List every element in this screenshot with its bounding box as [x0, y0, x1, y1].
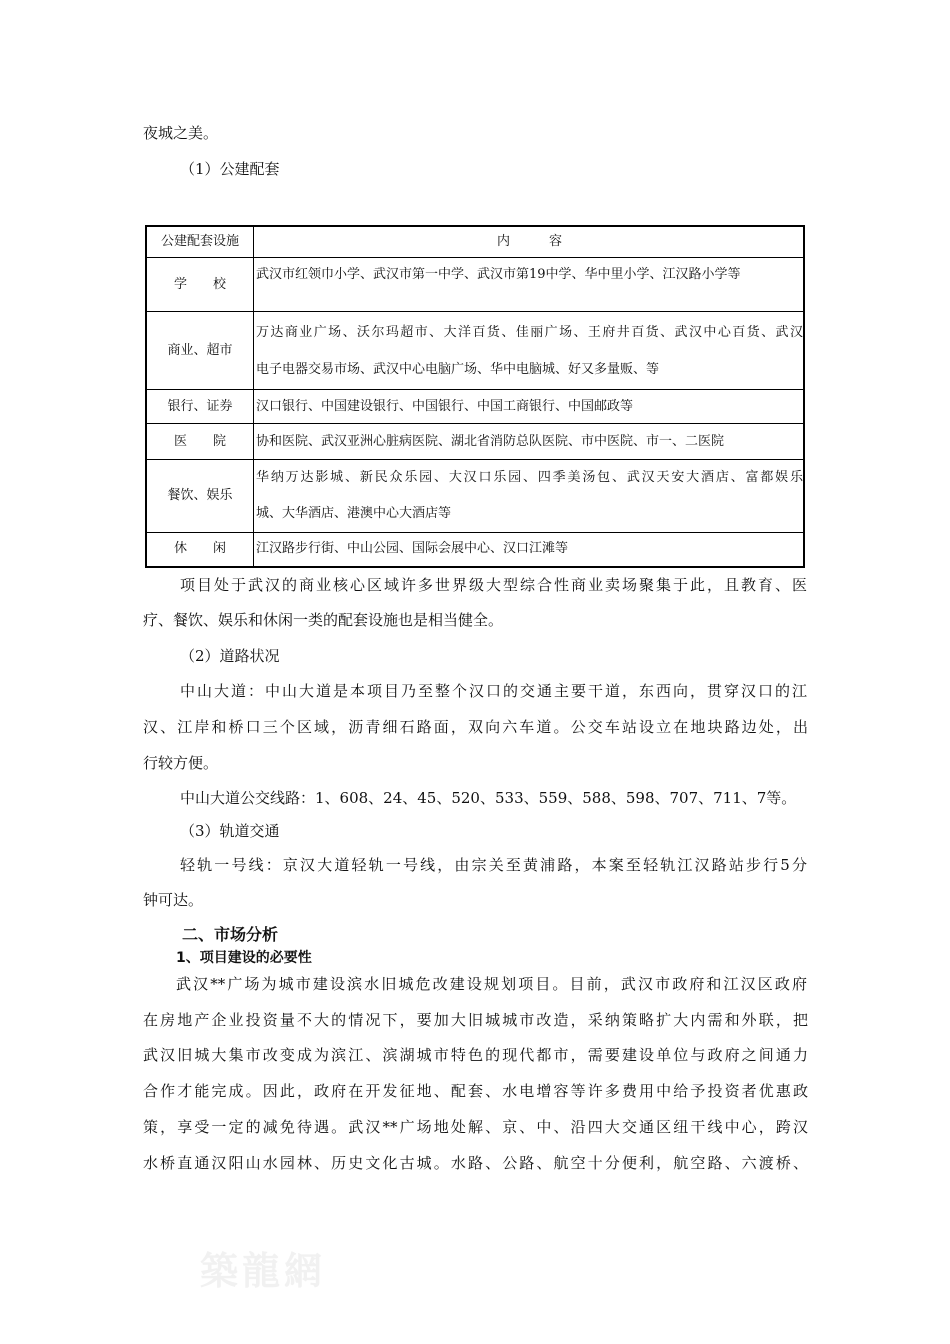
table-row: [146, 460, 804, 533]
chapter-heading: 二、市场分析: [182, 925, 279, 944]
paragraph-line: 钟可达。: [143, 891, 204, 909]
row-category: 餐饮、娱乐: [146, 460, 254, 533]
row-content-line: 江汉路步行街、中山公园、国际会展中心、汉口江滩等: [256, 541, 569, 557]
watermark-logo: 築龍網: [200, 1248, 327, 1293]
row-category: 休 闲: [146, 533, 254, 567]
row-category: 银行、证券: [146, 390, 254, 424]
paragraph-line: 轻轨一号线：京汉大道轻轨一号线，由宗关至黄浦路，本案至轻轨江汉路站步行5分: [180, 856, 807, 874]
row-content: [254, 533, 805, 567]
row-category: 医 院: [146, 424, 254, 460]
table-header-content: 内 容: [254, 226, 805, 258]
row-content-line: 武汉市红领巾小学、武汉市第一中学、武汉市第19中学、华中里小学、江汉路小学等: [256, 267, 741, 282]
table-row: [146, 258, 804, 312]
row-content: [254, 460, 805, 533]
row-content-line: 城、大华酒店、港澳中心大酒店等: [256, 506, 452, 521]
sub-heading: 1、项目建设的必要性: [176, 950, 312, 966]
section-heading-facilities: （1）公建配套: [180, 160, 280, 178]
row-category: 学 校: [146, 258, 254, 312]
paragraph-line: 武汉旧城大集市改变成为滨江、滨湖城市特色的现代都市，需要建设单位与政府之间通力: [143, 1046, 808, 1064]
paragraph-line: 在房地产企业投资量不大的情况下，要加大旧城城市改造，采纳策略扩大内需和外联，把: [143, 1011, 808, 1029]
table-row: [146, 533, 804, 567]
row-content: [254, 390, 805, 424]
paragraph-line: 行较方便。: [143, 754, 219, 772]
paragraph-line: 合作才能完成。因此，政府在开发征地、配套、水电增容等许多费用中给予投资者优惠政: [143, 1082, 808, 1100]
intro-tail: 夜城之美。: [143, 124, 219, 142]
section-heading-rail: （3）轨道交通: [180, 822, 280, 840]
row-content: [254, 312, 805, 390]
row-content-line: 电子电器交易市场、武汉中心电脑广场、华中电脑城、好又多量贩、等: [256, 361, 660, 377]
row-content: [254, 258, 805, 312]
paragraph-line: 水桥直通汉阳山水园林、历史文化古城。水路、公路、航空十分便利，航空路、六渡桥、: [143, 1154, 808, 1172]
row-content-line: 万达商业广场、沃尔玛超市、大洋百货、佳丽广场、王府井百货、武汉中心百货、武汉: [256, 324, 803, 340]
table-row: [146, 312, 804, 390]
table-header-facility: 公建配套设施: [146, 226, 254, 258]
table-row: [146, 390, 804, 424]
row-content: [254, 424, 805, 460]
paragraph-line: 项目处于武汉的商业核心区域许多世界级大型综合性商业卖场聚集于此，且教育、医: [180, 576, 807, 594]
paragraph-line: 中山大道：中山大道是本项目乃至整个汉口的交通主要干道，东西向，贯穿汉口的江: [180, 682, 807, 700]
facility-table: [145, 225, 805, 568]
paragraph-line: 武汉**广场为城市建设滨水旧城危改建设规划项目。目前，武汉市政府和江汉区政府: [176, 975, 807, 993]
bus-routes: 中山大道公交线路：1、608、24、45、520、533、559、588、598、707、711、7等。: [180, 789, 797, 807]
row-content-line: 华纳万达影城、新民众乐园、大汉口乐园、四季美汤包、武汉天安大酒店、富都娱乐: [256, 470, 803, 485]
table-header-row: [146, 226, 804, 258]
table-row: [146, 424, 804, 460]
paragraph-line: 策，享受一定的减免待遇。武汉**广场地处解、京、中、沿四大交通区纽干线中心，跨汉: [143, 1118, 808, 1136]
paragraph-line: 汉、江岸和桥口三个区域，沥青细石路面，双向六车道。公交车站设立在地块路边处，出: [143, 718, 808, 736]
section-heading-roads: （2）道路状况: [180, 647, 280, 665]
row-category: 商业、超市: [146, 312, 254, 390]
paragraph-line: 疗、餐饮、娱乐和休闲一类的配套设施也是相当健全。: [143, 611, 504, 629]
row-content-line: 汉口银行、中国建设银行、中国银行、中国工商银行、中国邮政等: [256, 398, 634, 414]
row-content-line: 协和医院、武汉亚洲心脏病医院、湖北省消防总队医院、市中医院、市一、二医院: [256, 433, 725, 449]
